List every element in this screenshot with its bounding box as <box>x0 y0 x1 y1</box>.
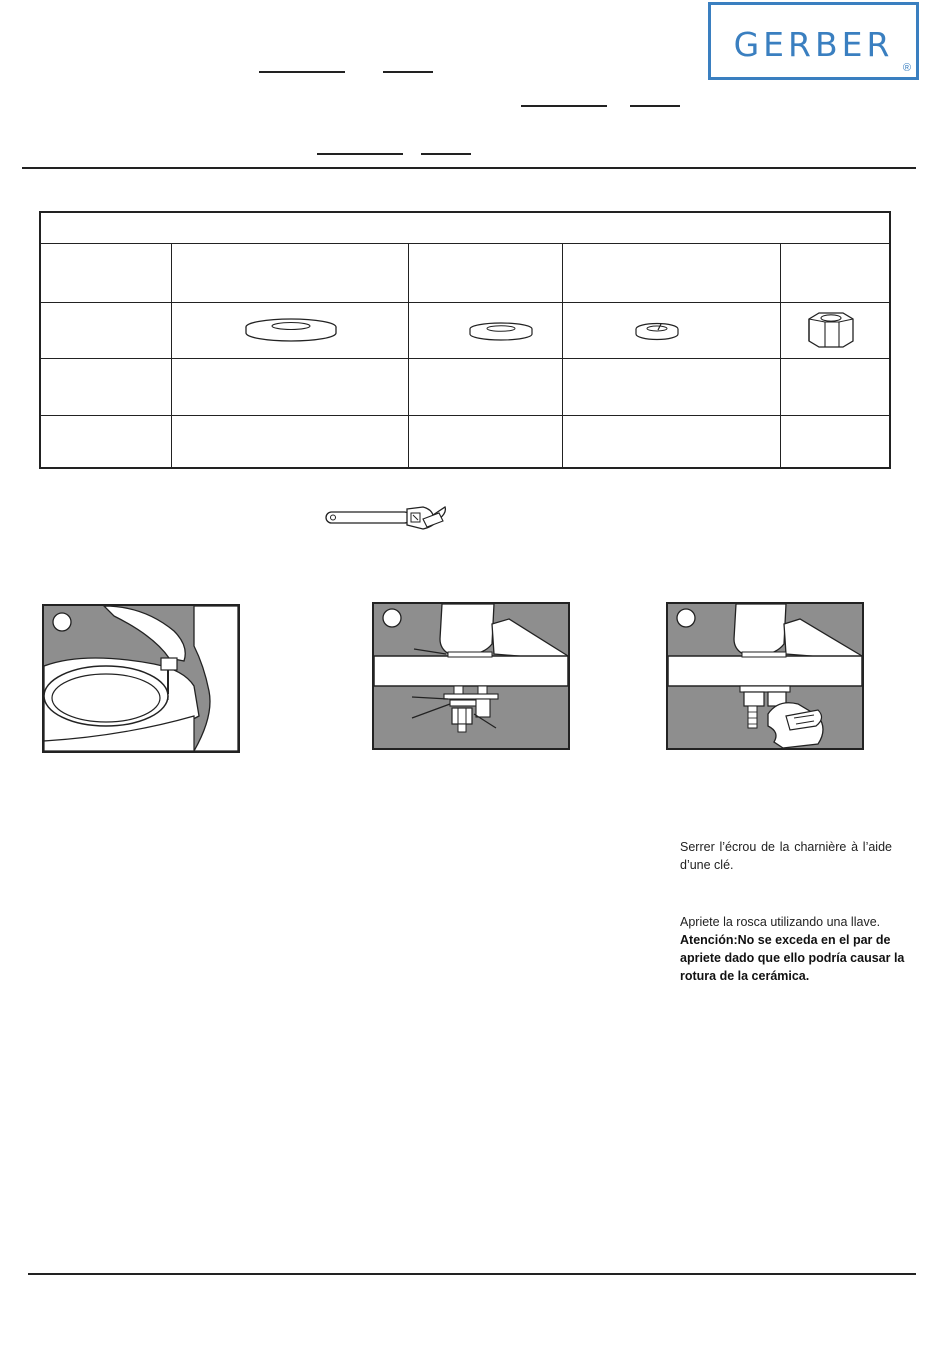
table-row-divider <box>41 415 889 416</box>
registered-mark: ® <box>902 62 911 74</box>
brand-name: GERBER <box>733 25 894 64</box>
step-3-instruction-es: Apriete la rosca utilizando una llave. <box>680 915 881 929</box>
table-row-divider <box>41 302 889 303</box>
table-col-divider <box>171 243 172 467</box>
step-2-illustration <box>372 602 570 750</box>
header-blank-line <box>317 153 403 155</box>
header-blank-line <box>421 153 471 155</box>
large-washer-icon <box>243 317 339 345</box>
wrench-icon <box>323 501 447 537</box>
header-rule <box>22 167 916 169</box>
hex-nut-icon <box>805 311 857 351</box>
parts-table <box>39 211 891 469</box>
table-col-divider <box>408 243 409 467</box>
small-washer-icon <box>468 321 534 343</box>
table-row-divider <box>41 358 889 359</box>
header-blank-line <box>630 105 680 107</box>
header-blank-line <box>383 71 433 73</box>
step-3-instruction-fr: Serrer l’écrou de la charnière à l’aide d’une clé. <box>680 840 892 872</box>
table-col-divider <box>562 243 563 467</box>
spring-washer-icon <box>633 321 681 343</box>
table-col-divider <box>780 243 781 467</box>
header-blank-line <box>521 105 607 107</box>
step-1-illustration <box>42 604 240 753</box>
gerber-logo <box>708 2 919 80</box>
step-3-warning-es: Atención:No se exceda en el par de apriete dado que ello podría causar la rotura de la cerámica. <box>680 933 905 983</box>
footer-rule <box>28 1273 916 1275</box>
header-blank-line <box>259 71 345 73</box>
table-row-divider <box>41 243 889 244</box>
step-3-illustration <box>666 602 864 750</box>
